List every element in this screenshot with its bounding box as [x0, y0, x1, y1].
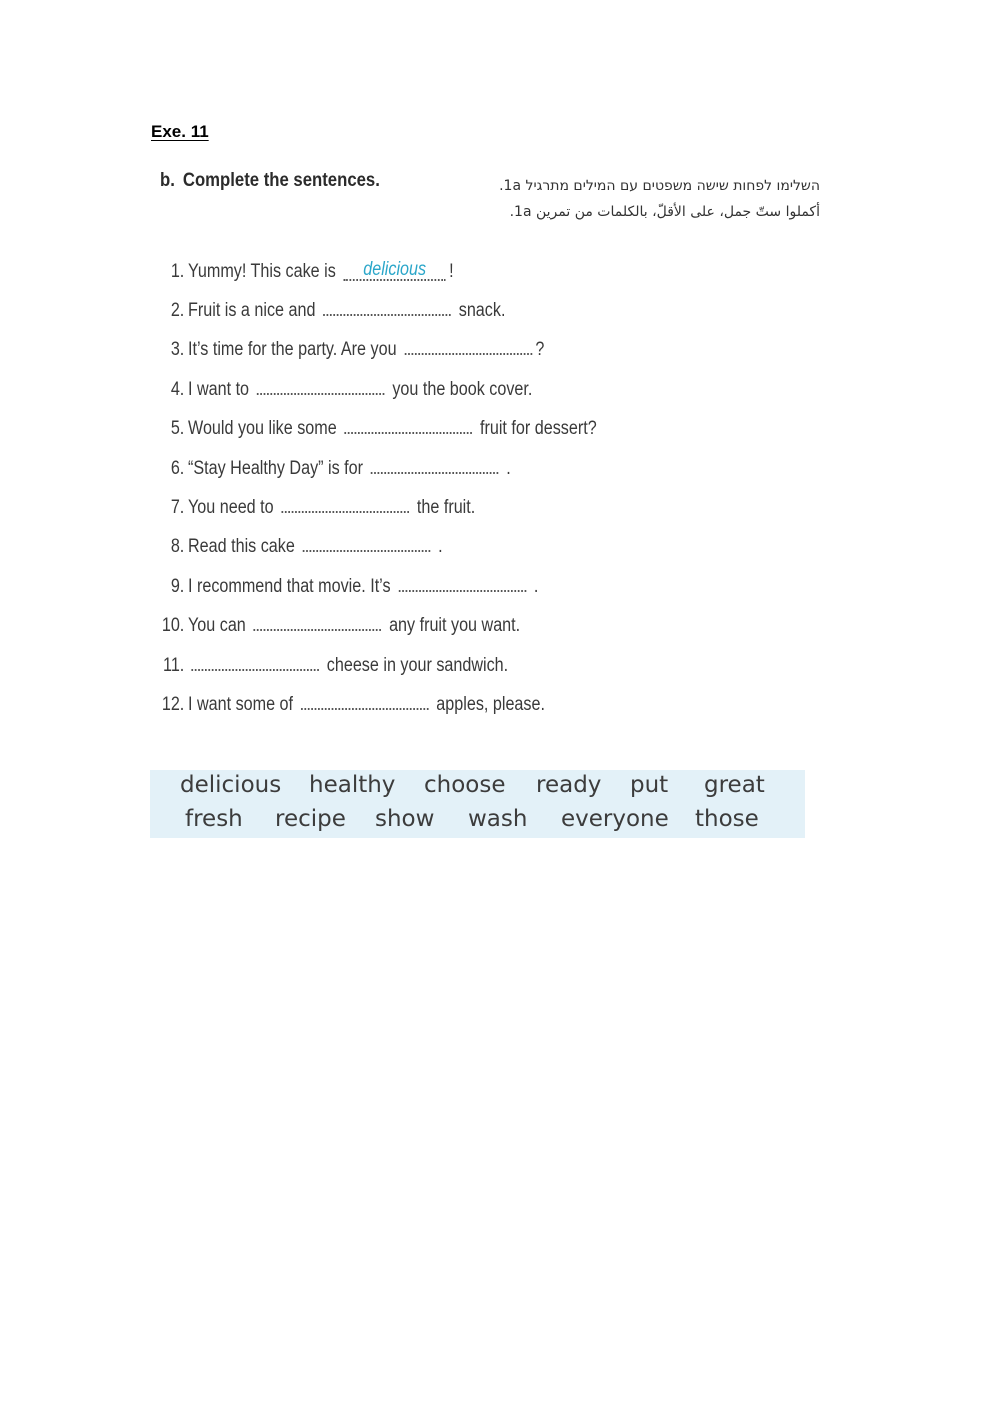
answer-blank[interactable]	[257, 389, 385, 395]
item-text	[188, 458, 511, 480]
item-number: 7.	[170, 497, 185, 519]
item-number: 3.	[170, 339, 185, 361]
word-bank-row-2	[150, 806, 805, 840]
item-text-before: You can	[188, 615, 246, 637]
sentence-item-10	[146, 607, 706, 646]
sentence-item-7	[146, 488, 706, 527]
item-text	[188, 655, 508, 677]
item-text-after: cheese in your sandwich.	[326, 654, 509, 676]
answer-blank[interactable]	[345, 428, 472, 434]
item-text-after: apples, please.	[436, 693, 545, 715]
sentence-item-1	[146, 252, 706, 291]
item-text	[188, 536, 443, 558]
instruction-hebrew: השלימו לפחות שישה משפטים עם המילים מתרגיל 1a.	[499, 178, 820, 194]
word-bank-row-1	[150, 772, 805, 806]
item-number: 2.	[170, 300, 185, 322]
item-number: 8.	[170, 536, 185, 558]
word-bank-word: those	[695, 806, 759, 832]
item-text	[188, 497, 475, 519]
item-text-after: the fruit.	[416, 497, 476, 519]
item-text	[188, 339, 544, 361]
item-text-after: !	[449, 260, 454, 282]
item-text	[188, 576, 538, 598]
item-number: 10.	[161, 615, 185, 637]
sentence-item-12	[146, 685, 706, 724]
item-number: 6.	[170, 457, 185, 479]
item-number: 9.	[170, 575, 185, 597]
answer-blank[interactable]: delicious	[344, 261, 446, 281]
word-bank-word: healthy	[309, 772, 396, 798]
item-text-before: It’s time for the party. Are you	[188, 339, 397, 361]
item-text	[188, 615, 520, 637]
sentence-item-5	[146, 410, 706, 449]
sentence-item-2	[146, 291, 706, 330]
word-bank	[150, 770, 805, 838]
section-heading	[160, 170, 380, 192]
item-text	[188, 258, 454, 283]
item-text-after: fruit for dessert?	[479, 418, 597, 440]
sentence-item-9	[146, 567, 706, 606]
item-number: 1.	[170, 260, 185, 282]
item-text-after: any fruit you want.	[389, 615, 521, 637]
item-text-before: I recommend that movie. It’s	[188, 575, 391, 597]
sentence-item-6	[146, 449, 706, 488]
item-text-after: .	[438, 536, 443, 558]
word-bank-word: recipe	[275, 806, 346, 832]
exercise-title: Exe. 11	[151, 122, 209, 141]
item-number: 12.	[161, 693, 185, 715]
item-text	[188, 694, 545, 716]
sentence-item-4	[146, 370, 706, 409]
word-bank-word: show	[375, 806, 435, 832]
item-number: 11.	[163, 654, 185, 676]
sentence-item-3	[146, 331, 706, 370]
answer-blank[interactable]	[371, 468, 499, 474]
word-bank-word: fresh	[185, 806, 243, 832]
item-text	[188, 418, 597, 440]
section-title: Complete the sentences.	[182, 170, 380, 191]
item-text-after: .	[533, 575, 539, 597]
item-number: 4.	[170, 378, 185, 400]
answer-blank[interactable]	[398, 586, 526, 592]
item-text-before: I want some of	[188, 693, 294, 715]
answer-blank[interactable]	[323, 310, 451, 316]
answer-blank[interactable]	[301, 704, 429, 710]
sentence-list	[146, 252, 706, 725]
word-bank-word: delicious	[180, 772, 282, 798]
answer-blank[interactable]	[254, 625, 382, 631]
word-bank-word: put	[630, 772, 669, 798]
sentence-item-11	[146, 646, 706, 685]
item-text-after: snack.	[458, 300, 506, 322]
item-text-before: Would you like some	[188, 418, 337, 440]
item-text-before: Yummy! This cake is	[188, 260, 336, 282]
item-text-before: Read this cake	[188, 536, 295, 558]
item-text-before: You need to	[188, 497, 274, 519]
answer-blank[interactable]	[404, 349, 532, 355]
item-number: 5.	[170, 418, 185, 440]
answer-blank[interactable]	[282, 507, 410, 513]
word-bank-word: great	[704, 772, 765, 798]
answer-blank[interactable]	[191, 665, 319, 671]
item-text	[188, 379, 532, 401]
word-bank-word: wash	[468, 806, 528, 832]
item-text-before: I want to	[188, 378, 250, 400]
word-bank-word: choose	[424, 772, 506, 798]
answer-blank[interactable]	[303, 546, 431, 552]
item-text-after: ?	[535, 339, 545, 361]
sentence-item-8	[146, 528, 706, 567]
word-bank-word: everyone	[561, 806, 669, 832]
section-letter: b.	[160, 170, 175, 191]
item-text-before: Fruit is a nice and	[188, 300, 316, 322]
item-text-after: you the book cover.	[392, 378, 533, 400]
instruction-arabic: أكملوا ستّ جمل، على الأقلّ، بالكلمات من تمرين 1a.	[509, 204, 820, 220]
word-bank-word: ready	[536, 772, 602, 798]
item-text	[188, 300, 505, 322]
item-text-after: .	[506, 457, 511, 479]
item-text-before: “Stay Healthy Day” is for	[188, 457, 364, 479]
